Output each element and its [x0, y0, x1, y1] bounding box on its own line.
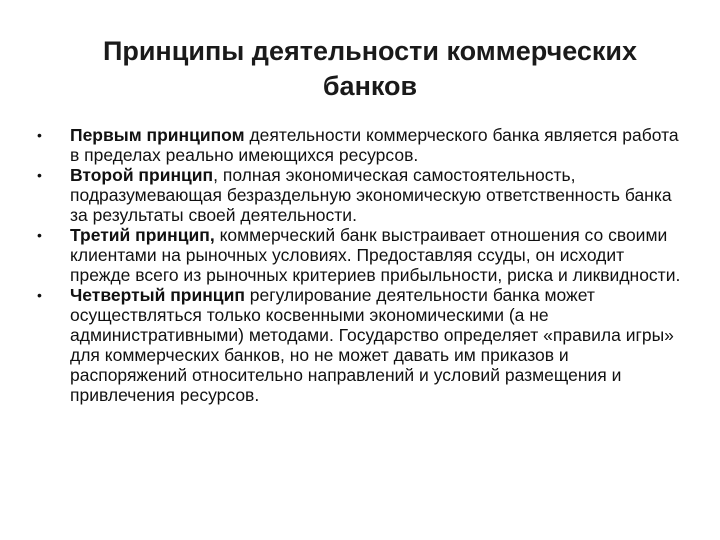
- title-line-1: Принципы деятельности коммерческих: [102, 36, 638, 66]
- bullet-icon: •: [37, 287, 42, 303]
- slide-title: [60, 34, 680, 104]
- principle-lead: Третий принцип,: [70, 225, 215, 245]
- bullet-icon: •: [37, 127, 42, 143]
- principle-text: деятельности коммерческого банка является работа в пределах реально имеющихся ресурсов.: [70, 125, 679, 165]
- principle-lead: Второй принцип: [70, 165, 214, 185]
- principles-list: [37, 125, 687, 405]
- title-line-2: банков: [322, 71, 418, 101]
- list-item: [37, 125, 687, 165]
- bullet-icon: •: [37, 227, 42, 243]
- principle-lead: Первым принципом: [70, 125, 245, 145]
- list-item: [37, 285, 687, 405]
- principle-lead: Четвертый принцип: [70, 285, 245, 305]
- list-item: [37, 165, 687, 225]
- list-item: [37, 225, 687, 285]
- principle-text: регулирование деятельности банка может осуществляться только косвенными экономическими (а не административными) методами. Государство определяет «правила игры» для коммерческих банков, но не может давать им приказов и распоряжений относительно направлений и условий размещения и привлечения ресурсов.: [70, 285, 674, 405]
- principle-text: , полная экономическая самостоятельность, подразумевающая безраздельную экономическую ответственность банка за результаты своей деятельности.: [70, 165, 672, 225]
- principle-text: коммерческий банк выстраивает отношения со своими клиентами на рыночных условиях. Предоставляя ссуды, он исходит прежде всего из рыночных критериев прибыльности, риска и ликвидности.: [70, 225, 681, 285]
- bullet-icon: •: [37, 167, 42, 183]
